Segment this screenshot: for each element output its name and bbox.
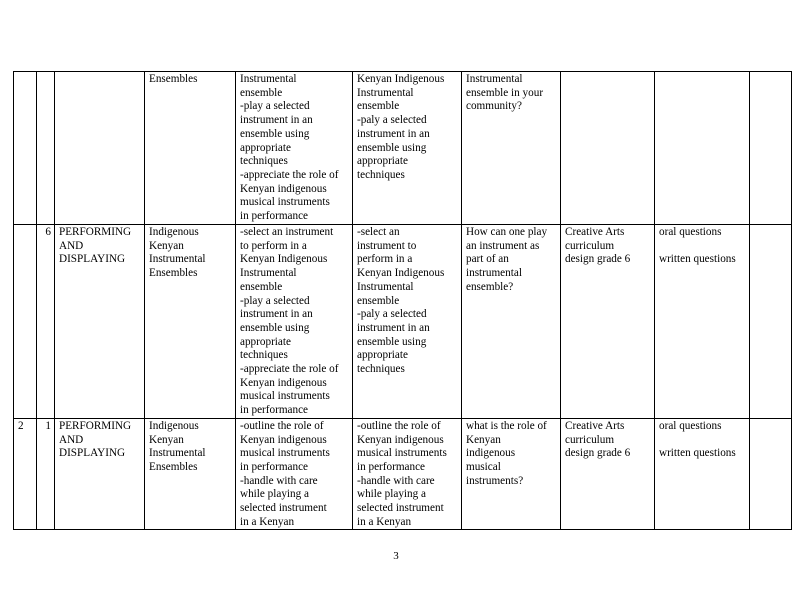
cell-line: Kenyan <box>149 239 184 252</box>
line-spacer <box>659 240 746 254</box>
week-cell <box>14 72 37 225</box>
cell-line: DISPLAYING <box>59 253 126 266</box>
sub-strand-cell <box>145 72 236 225</box>
cell-line: instrument in an <box>357 321 430 334</box>
cell-line: selected instrument <box>240 502 327 515</box>
cell-line: Ensembles <box>149 267 198 280</box>
cell-line: Indigenous <box>149 419 199 432</box>
table-body <box>14 72 792 530</box>
cell-line: ensemble <box>357 294 400 307</box>
lesson-cell: 6 <box>37 225 55 419</box>
learning-outcomes-cell <box>236 225 353 419</box>
lesson-cell: 1 <box>37 418 55 530</box>
cell-line: -select an instrument <box>240 226 334 238</box>
key-inquiry-question-cell <box>462 72 561 225</box>
cell-line: -paly a selected <box>357 308 427 321</box>
cell-line: ensemble using <box>357 335 427 348</box>
cell-line: techniques <box>357 168 405 181</box>
cell-line: ensemble using <box>357 141 427 154</box>
cell-line: Kenyan Indigenous <box>240 253 328 266</box>
cell-line: techniques <box>240 155 288 168</box>
cell-line: instrument in an <box>357 127 430 140</box>
cell-line: Kenyan indigenous <box>357 433 444 446</box>
cell-line: -play a selected <box>240 294 310 307</box>
learning-experiences-cell <box>353 225 462 419</box>
cell-line: Instrumental <box>466 73 523 85</box>
cell-line: community? <box>466 100 522 113</box>
cell-line: written questions <box>659 447 736 460</box>
key-inquiry-question-cell <box>462 418 561 530</box>
cell-line: in performance <box>240 460 309 473</box>
cell-line: Instrumental <box>357 280 414 293</box>
cell-line: musical instruments <box>357 447 447 460</box>
cell-line: while playing a <box>240 488 309 501</box>
cell-line: instrument in an <box>240 114 313 127</box>
cell-line: Indigenous <box>149 226 199 238</box>
cell-line: instrument in an <box>240 308 313 321</box>
cell-line: musical <box>466 460 501 473</box>
cell-line: appropriate <box>240 335 291 348</box>
cell-line: Instrumental <box>149 253 206 266</box>
cell-line: perform in a <box>357 253 413 266</box>
strand-cell <box>55 225 145 419</box>
strand-cell <box>55 418 145 530</box>
assessment-cell <box>655 418 750 530</box>
cell-line: ensemble in your <box>466 86 544 99</box>
scheme-of-work-table <box>13 71 792 530</box>
learning-experiences-cell <box>353 72 462 225</box>
cell-line: techniques <box>240 349 288 362</box>
cell-line: musical instruments <box>240 196 330 209</box>
table-row <box>14 418 792 530</box>
resources-cell <box>561 225 655 419</box>
cell-line: in performance <box>357 460 426 473</box>
cell-line: appropriate <box>357 155 408 168</box>
cell-line: instrumental <box>466 267 522 280</box>
cell-line: -select an <box>357 226 400 238</box>
cell-line: Kenyan indigenous <box>240 433 327 446</box>
cell-line: ensemble <box>240 86 283 99</box>
cell-line: -outline the role of <box>357 419 441 432</box>
cell-line: AND <box>59 239 84 252</box>
cell-line: Kenyan <box>149 433 184 446</box>
cell-line: appropriate <box>357 349 408 362</box>
cell-line: indigenous <box>466 447 516 460</box>
cell-line: How can one play <box>466 226 548 238</box>
cell-line: -paly a selected <box>357 114 427 127</box>
cell-line: ensemble? <box>466 280 514 293</box>
cell-line: in performance <box>240 210 309 223</box>
cell-line: instrument to <box>357 239 417 252</box>
cell-line: -play a selected <box>240 100 310 113</box>
cell-line: AND <box>59 433 84 446</box>
sub-strand-cell <box>145 418 236 530</box>
cell-line: DISPLAYING <box>59 447 126 460</box>
cell-line: ensemble using <box>240 127 310 140</box>
cell-line: -appreciate the role of <box>240 363 339 376</box>
cell-line: Ensembles <box>149 460 198 473</box>
table-row <box>14 72 792 225</box>
lesson-cell <box>37 72 55 225</box>
cell-line: written questions <box>659 253 736 266</box>
cell-line: Instrumental <box>357 86 414 99</box>
cell-line: appropriate <box>240 141 291 154</box>
cell-line: in a Kenyan <box>357 515 412 528</box>
cell-line: ensemble <box>357 100 400 113</box>
cell-line: techniques <box>357 363 405 376</box>
cell-line: what is the role of <box>466 419 547 432</box>
resources-cell <box>561 72 655 225</box>
learning-outcomes-cell <box>236 418 353 530</box>
key-inquiry-question-cell <box>462 225 561 419</box>
week-cell <box>14 225 37 419</box>
cell-line: Kenyan Indigenous <box>357 73 445 85</box>
cell-line: curriculum <box>565 433 615 446</box>
assessment-cell <box>655 225 750 419</box>
sub-strand-cell <box>145 225 236 419</box>
strand-cell <box>55 72 145 225</box>
cell-line: -handle with care <box>357 474 435 487</box>
cell-line: part of an <box>466 253 509 266</box>
cell-line: Instrumental <box>149 447 206 460</box>
cell-line: oral questions <box>659 226 722 238</box>
cell-line: design grade 6 <box>565 447 631 460</box>
page-number: 3 <box>393 550 399 562</box>
assessment-cell <box>655 72 750 225</box>
cell-line: -handle with care <box>240 474 318 487</box>
cell-line: ensemble using <box>240 321 310 334</box>
cell-line: in a Kenyan <box>240 515 295 528</box>
learning-experiences-cell <box>353 418 462 530</box>
cell-line: while playing a <box>357 488 426 501</box>
cell-line: Kenyan indigenous <box>240 182 327 195</box>
cell-line: Ensembles <box>149 73 198 85</box>
reflection-cell <box>750 418 792 530</box>
learning-outcomes-cell <box>236 72 353 225</box>
cell-line: -outline the role of <box>240 419 324 432</box>
cell-line: musical instruments <box>240 390 330 403</box>
line-spacer <box>659 434 746 448</box>
resources-cell <box>561 418 655 530</box>
cell-line: -appreciate the role of <box>240 168 339 181</box>
cell-line: Kenyan indigenous <box>240 376 327 389</box>
cell-line: instruments? <box>466 474 524 487</box>
cell-line: ensemble <box>240 280 283 293</box>
cell-line: Creative Arts <box>565 419 625 432</box>
cell-line: Creative Arts <box>565 226 625 238</box>
reflection-cell <box>750 225 792 419</box>
reflection-cell <box>750 72 792 225</box>
cell-line: Instrumental <box>240 73 297 85</box>
cell-line: to perform in a <box>240 239 307 252</box>
cell-line: an instrument as <box>466 239 540 252</box>
cell-line: Instrumental <box>240 267 297 280</box>
week-cell: 2 <box>14 418 37 530</box>
cell-line: oral questions <box>659 419 722 432</box>
cell-line: in performance <box>240 404 309 417</box>
cell-line: Kenyan <box>466 433 501 446</box>
cell-line: selected instrument <box>357 502 444 515</box>
cell-line: Kenyan Indigenous <box>357 267 445 280</box>
cell-line: design grade 6 <box>565 253 631 266</box>
table-row <box>14 225 792 419</box>
cell-line: curriculum <box>565 239 615 252</box>
cell-line: musical instruments <box>240 447 330 460</box>
cell-line: PERFORMING <box>59 226 132 238</box>
cell-line: PERFORMING <box>59 419 132 432</box>
